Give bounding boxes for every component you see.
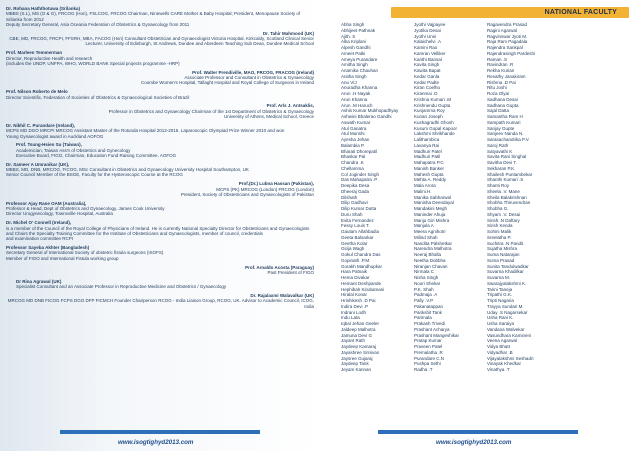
national-faculty-member: Radha .T xyxy=(414,367,433,372)
national-faculty-member: Krishnendu Gupta xyxy=(414,102,451,108)
faculty-entry xyxy=(6,279,314,290)
national-faculty-member: Tarini Taneja xyxy=(487,286,513,292)
national-faculty-member: Gopinath .P.M xyxy=(341,257,370,263)
national-faculty-member: Jaysree Gujaraj xyxy=(341,355,373,361)
faculty-detail: President, Society of Obstetricians and Gynaecologists of Pakistan xyxy=(180,191,314,197)
national-faculty-member: Sadhana Gupta xyxy=(487,102,519,108)
faculty-entry xyxy=(6,89,314,100)
national-faculty-member: Anuradha Khanna xyxy=(341,85,378,91)
national-faculty-member: Narendra Malhotra xyxy=(414,246,452,252)
national-faculty-member: Indira Devi .P xyxy=(341,303,369,309)
national-faculty-member: Suchitra .N Pandit xyxy=(487,240,524,246)
national-faculty-member: Duru Shah xyxy=(341,211,363,217)
national-faculty-member: Suvarna M. xyxy=(487,275,511,280)
national-faculty-member: Samantha Ram H xyxy=(487,114,523,119)
faculty-entry xyxy=(6,201,314,217)
national-faculty-member: Das Mahapatra .P xyxy=(341,177,378,183)
faculty-entry xyxy=(6,31,314,47)
national-faculty-member: Kalaichelvi .A xyxy=(414,39,442,45)
faculty-detail: Secretary General of International Society of obstetric fistula surgeons (ISOFS) xyxy=(6,250,164,256)
national-faculty-member: Sujatha Mishra xyxy=(487,246,518,252)
faculty-entry xyxy=(6,220,314,241)
faculty-entry xyxy=(6,162,314,178)
national-faculty-member: Uday .S Nagarsekar xyxy=(487,309,528,315)
national-faculty-column xyxy=(414,22,487,373)
national-faculty-member: Ragavendra Prasad xyxy=(487,22,528,27)
national-faculty-member: Pally .V.P xyxy=(414,298,434,303)
faculty-detail: is a member of the Council of the Royal College of Physicians of Ireland. He is currently National Specialty Director for Obstetricians and Gynaecologists and Chairs the Specialty Training Committee for the Institute of Obstetricians and Gynaecologists, member of council, credentials xyxy=(6,225,310,236)
faculty-detail: and examination committee RCPI xyxy=(6,236,74,242)
national-faculty-member: Praveen Patel xyxy=(414,344,443,349)
national-faculty-member: Gautam Allahbadia xyxy=(341,229,380,234)
national-faculty-member: Raman .S xyxy=(487,56,508,62)
national-faculty-member: Amitha Singh xyxy=(341,62,368,68)
national-faculty-member: Kawita Bapat xyxy=(414,68,441,73)
national-faculty-member: Ameet Patki xyxy=(341,50,366,56)
faculty-detail: MCPS MD DGO MRCPI MRCOG Assistant Master of the Rotunda Hospital 2012-2015. Laparoscopic Olympiad Prize Winner 2010 and won xyxy=(6,128,285,134)
footer-bar-right xyxy=(378,430,578,434)
national-faculty-member: Anitha Singh xyxy=(341,73,367,79)
national-faculty-member: Lakshmi Shrikhande xyxy=(414,131,455,137)
faculty-entry xyxy=(6,103,314,119)
faculty-detail: Senior Council Member of the BSGE, Faculty for the Hysteroscopic Course at the RCOG xyxy=(6,172,183,178)
national-faculty-member: Suvarna Khadilkar xyxy=(487,269,524,275)
national-faculty-member: Dilshath xyxy=(341,194,358,200)
national-faculty-member: Sohini Malik xyxy=(487,229,512,234)
national-faculty-member: Shobha G. xyxy=(487,206,509,211)
national-faculty-member: Ritu Joshi xyxy=(487,85,507,91)
faculty-detail: MRCOG MD DNB FICOG FCPS DGO DFP FICMCH Founder Chairperson RCOG - India Liaison Group, RCOG, UK. Advisor to Academic Council, ICOG, India xyxy=(7,298,314,309)
national-faculty-member: Prashant Mangeshikar xyxy=(414,332,460,338)
national-faculty-member: Prashant Acharya xyxy=(414,326,450,332)
national-faculty-member: Sampath Kumari xyxy=(487,119,521,125)
national-faculty-member: Kunjamma Roy xyxy=(414,108,445,114)
faculty-detail: Executive Board, FIGO, Chairman, Education Fund Raising Committee, AOFOG xyxy=(16,152,177,158)
faculty-detail: Young Gynaecologist award in Auckland AOFOG xyxy=(6,133,104,139)
national-faculty-member: Noori Shekar xyxy=(414,280,441,286)
national-faculty-member: Chandra .K xyxy=(341,160,364,165)
national-faculty-member: Malini.H. xyxy=(414,188,432,194)
national-faculty-member: Bhaskar Pal xyxy=(341,154,366,160)
national-faculty-member: Jyothi Vajpayee xyxy=(414,22,446,27)
national-faculty-member: Mahesh Gupta xyxy=(414,171,444,177)
national-faculty-member: Anu VIJ xyxy=(341,79,357,85)
faculty-name: Dr. Tahir Mahmood (UK) xyxy=(262,30,314,36)
faculty-entry xyxy=(6,50,314,66)
national-faculty-member: Ameya Purandare xyxy=(341,56,378,62)
national-faculty-member: Abha Singh xyxy=(341,22,365,27)
national-faculty-member: Jaydeep Tank xyxy=(341,361,369,367)
national-faculty-member: Alka Kriplani xyxy=(341,39,367,45)
national-faculty-member: Sajal Datta xyxy=(487,108,510,114)
national-faculty-member: Roza Olyai xyxy=(487,91,510,96)
faculty-name: Dr. Nikhil C. Purandare (Ireland), xyxy=(6,122,76,128)
national-faculty-member: Vijayalakshmi Seshadri xyxy=(487,355,534,361)
national-faculty-member: Arun .H Nayak xyxy=(341,91,371,96)
national-faculty-member: Sadhana Desai xyxy=(487,96,518,102)
national-faculty-member: Jamuna Devi G xyxy=(341,332,373,338)
national-faculty-member: Parikshit Tank xyxy=(414,309,442,315)
national-faculty-member: Dheeraj Gada xyxy=(341,188,370,194)
national-faculty-member: Anamika Chauhan xyxy=(341,68,379,73)
national-faculty-member: Indrani Lodh xyxy=(341,309,367,315)
national-faculty-member: Atul Ganatra xyxy=(341,125,367,131)
national-faculty-member: Madhuri Patil xyxy=(414,154,441,160)
national-faculty-member: Aswath Kumar xyxy=(341,119,371,125)
national-faculty-member: Manju Giri Mishra xyxy=(414,217,450,223)
faculty-entry xyxy=(6,181,314,197)
faculty-detail: Director Urogynecology, Townsville Hospital, Australia xyxy=(6,211,113,217)
faculty-name: Professor Ajay Rane OAM (Australia), xyxy=(6,200,87,206)
national-faculty-member: Rajendra Sankpal xyxy=(487,45,523,50)
national-faculty-member: Hemant Deshpande xyxy=(341,280,382,286)
national-faculty-member: Chellamma xyxy=(341,165,364,171)
faculty-name: Prof. Marleen Temmerman xyxy=(6,50,63,56)
national-faculty-member: Ragini Agarwal xyxy=(487,27,518,33)
faculty-detail: Lecturer, University of Edinburgh, St Andrews, Dundee and Aberdeen Teaching Sub Dean, Dundee Medical School xyxy=(85,41,314,47)
national-faculty-member: Hephibah Kirubamani xyxy=(341,286,385,292)
national-faculty-member: Atul Munshi xyxy=(341,131,365,137)
national-faculty-member: Lalithambica xyxy=(414,137,440,142)
faculty-name: Dr. Rajalaxmi Walavalkar (UK) xyxy=(250,292,314,298)
national-faculty-member: Shanthi Kumari .S xyxy=(487,177,524,183)
national-faculty-member: Savitha Devi T. xyxy=(487,160,517,165)
faculty-detail: Professor & Head, Dept of Obstetrics and Gynaecology, James Cook University xyxy=(6,206,165,212)
faculty-entry xyxy=(6,245,314,261)
national-faculty-member: Sanjay Gupte xyxy=(487,125,515,131)
national-faculty-member: Mehta A. Reddy xyxy=(414,177,447,183)
faculty-entry xyxy=(6,142,314,158)
national-faculty-member: Bharati Dhorepatil xyxy=(341,148,378,154)
national-faculty-member: Parimala xyxy=(414,315,432,321)
national-faculty-member: Indu Lata xyxy=(341,315,360,321)
faculty-entry xyxy=(6,123,314,139)
faculty-entry xyxy=(6,293,314,309)
national-faculty-member: Nisha Singh xyxy=(414,275,439,280)
national-faculty-member: Shanti Roy xyxy=(487,183,510,188)
faculty-entry xyxy=(6,70,314,86)
footer-url-left[interactable]: www.isogtighyd2013.com xyxy=(118,439,194,446)
faculty-detail: Associate Professor and Consultant in Obstetrics & Gynaecology xyxy=(184,75,314,81)
national-faculty-member: Veena Agarwal xyxy=(487,338,518,344)
national-faculty-member: Mala Arora xyxy=(414,183,436,188)
faculty-detail: Professor in Obstetrics and Gynaecology Chairman of the 1st Department of Obstetrics & Gynaecology xyxy=(108,108,314,114)
national-faculty-member: Sanjeev Nanda N. xyxy=(487,131,524,137)
national-faculty-member: Rishma .D Pai xyxy=(487,79,516,85)
national-faculty-member: Geeta Balsarkar xyxy=(341,234,374,240)
national-faculty-member: Pakanatappan xyxy=(414,303,444,309)
national-faculty-member: Vinathya .T xyxy=(487,367,510,372)
national-faculty-member: Geetha Kolar xyxy=(341,240,368,246)
faculty-detail: MBBS, MD, DNB, MRCOG, FICOG, MSc Consultant in Obstetrics and Gynaecology University Hospital Southampton, UK xyxy=(6,167,249,173)
faculty-detail: Member of FIGO and International Fistula working group xyxy=(6,255,119,261)
national-faculty-member: Sunita Tandulwadkar xyxy=(487,263,529,269)
national-faculty-member: Maninder Ahuja xyxy=(414,211,446,217)
faculty-entry xyxy=(6,265,314,276)
national-faculty-member: Satyavathi K xyxy=(487,148,513,154)
faculty-detail: Director, Reproductive Health and research xyxy=(6,55,93,61)
national-faculty-member: Suma Prasad xyxy=(487,257,515,263)
national-faculty-member: Milind Shah xyxy=(414,234,438,240)
national-faculty-member: Jaydeep Kamaraj xyxy=(341,344,377,349)
national-faculty-member: Iqbal Jehan Geeler xyxy=(341,321,380,326)
national-faculty-member: Nandita Palshetkar xyxy=(414,240,453,246)
national-faculty-member: Hrishikesh .D Pai xyxy=(341,298,376,303)
national-faculty-member: Ayesha Jehan xyxy=(341,137,370,142)
faculty-detail: Past President of FIGO xyxy=(267,269,314,275)
national-faculty-member: Meera Agnihotri xyxy=(414,229,446,234)
national-faculty-member: Deepika Desa xyxy=(341,183,370,188)
national-faculty-title: NATIONAL FACULTY xyxy=(544,8,617,16)
national-faculty-member: Jyothi Unni xyxy=(414,33,437,39)
national-faculty-member: Balambia P. xyxy=(341,142,365,148)
national-faculty-member: Alpesh Gandhi xyxy=(341,45,371,50)
national-faculty-member: Suma Natarajan xyxy=(487,252,520,257)
faculty-name: Dr. Sameer A Umranikar (UK), xyxy=(6,161,70,167)
national-faculty-member: Hiralal Konar xyxy=(341,292,368,298)
national-faculty-member: Kusum Gopal Kapoor xyxy=(414,125,458,131)
national-faculty-member: Abhijeet Pathnak xyxy=(341,27,376,33)
faculty-detail: (includes the UNDP, UNFPA, WHO, WORLD BANK Special projects programme -HRP) xyxy=(6,60,180,66)
faculty-name: Prof.(Dr.) Lubna Hassan (Pakistan), xyxy=(238,181,314,187)
footer-url-right[interactable]: www.isogtighyd2013.com xyxy=(436,439,512,446)
national-faculty-columns xyxy=(341,22,633,373)
national-faculty-member: Sirish .N Daftary xyxy=(487,217,520,223)
faculty-detail: Academician, Taiwan Ass'n of Obstetrics and Gynecology xyxy=(16,147,131,153)
national-faculty-member: Sheila Balakrishnan xyxy=(487,194,527,200)
national-faculty-member: Shobha Thiruvendran xyxy=(487,200,531,206)
national-faculty-member: Kedar Ganla xyxy=(414,73,440,79)
national-faculty-column xyxy=(341,22,414,373)
national-faculty-member: Sreelatha P. xyxy=(487,234,512,240)
national-faculty-member: Raja Ram Pagadala xyxy=(487,39,528,45)
national-faculty-member: Kedar Padte xyxy=(414,79,440,85)
faculty-name: Prof. Arnaldo Acosta (Paraguay) xyxy=(245,264,314,270)
national-faculty-member: Krishna Kumari .M xyxy=(414,96,452,102)
national-faculty-member: Kunan Joseph xyxy=(414,114,443,119)
national-faculty-member: Col Joginder Singh xyxy=(341,171,380,177)
national-faculty-member: Vandana Walvekar xyxy=(487,326,525,332)
faculty-name: Prof. Nilson Roberto de Melo xyxy=(6,89,68,95)
footer-bar-left xyxy=(60,430,260,434)
national-faculty-member: Neetha Dobbha xyxy=(414,257,446,263)
national-faculty-member: Kamini Rao xyxy=(414,45,438,50)
national-faculty-member: Evita Fernandez xyxy=(341,217,374,223)
national-faculty-member: Gorakh Mandhupkar xyxy=(341,263,383,269)
national-faculty-member: Swarajyalakshmi K. xyxy=(487,280,527,286)
national-faculty-member: Jayashree Srinivas xyxy=(341,349,380,355)
faculty-detail: Specialist Consultant and an Associate Professor in Reproductive Medicine and Obstetrics / Gynaecology xyxy=(16,284,227,290)
national-faculty-member: Usha Rani K. xyxy=(487,315,514,321)
faculty-detail: Deputy Secretary General, Asia Oceania Federation of Obstetrics & Gynaecology from 2011 xyxy=(6,21,190,27)
national-faculty-member: Jaldeep Malhotra xyxy=(341,326,376,332)
national-faculty-member: Sarasachandrika P.V. xyxy=(487,137,530,142)
faculty-name: Dr Rina Agrawal (UK) xyxy=(16,278,62,284)
national-faculty-member: Kamran Velliker xyxy=(414,50,446,56)
national-faculty-header xyxy=(391,7,629,18)
national-faculty-member: Fessy Louis T. xyxy=(341,223,370,229)
national-faculty-member: Shyam .V. Desai xyxy=(487,211,521,217)
national-faculty-member: Pratap Kumar xyxy=(414,338,442,344)
national-faculty-member: Manjula A xyxy=(414,223,434,229)
national-faculty-member: Kavita Singh xyxy=(414,62,440,68)
faculty-name: Prof. Walter Prendiville, MAO, FRCOG, FRACOG (Ireland) xyxy=(192,69,314,75)
national-faculty-member: Purandare C.N xyxy=(414,355,445,361)
national-faculty-member: Girija Wagh xyxy=(341,246,365,252)
national-faculty-member: Arun Khanna xyxy=(341,96,368,102)
national-faculty-member: Jyotika Desai xyxy=(414,27,441,33)
national-faculty-member: Ashis Kumar Mukhopadhyay xyxy=(341,108,399,114)
national-faculty-member: Lavanya Rai xyxy=(414,142,440,148)
national-faculty-member: Rajendrasingh Pardeshi xyxy=(487,50,536,56)
national-faculty-member: Ajith. S xyxy=(341,33,356,39)
national-faculty-member: Tripti Nagaria xyxy=(487,298,514,303)
faculty-detail: Director Scientific, Federation of Societies of Obstetrics & Gynaecological Societies of Brazil xyxy=(6,94,190,100)
faculty-name: Professor Sayeba Akhter (Bangladesh) xyxy=(6,245,90,251)
faculty-detail: CBE, MD, FRCOG, FRCPI, FFSRH, MBA, FACOG (Hon) Consultant Obstetrician and Gynaecologist Victoria Hospital, Kirkcaldy, Scotland Clinical Senior xyxy=(9,36,314,42)
national-faculty-member: Hema Divakar xyxy=(341,275,370,280)
national-faculty-member: Kushagradhi Ghosh xyxy=(414,119,454,125)
national-faculty-member: Shailesh Puntambekar xyxy=(487,171,533,177)
faculty-detail: Coombe Women's Hospital, Tallaght Hospital and Royal College of Surgeons in Ireland xyxy=(140,80,314,86)
national-faculty-member: Revathy Janakiram xyxy=(487,73,526,79)
national-faculty-member: Kiran Coelho xyxy=(414,85,441,91)
national-faculty-member: Pushpa Sethi xyxy=(414,361,441,367)
national-faculty-member: Padmaja .A xyxy=(414,292,438,298)
national-faculty-member: Prakash Trivedi xyxy=(414,321,446,326)
national-faculty-member: Mandakini Megh xyxy=(414,206,448,211)
national-faculty-member: Jayant Rath xyxy=(341,338,366,344)
faculty-detail: MBBS (S.L), MS (O & G), FRCOG (Hon), FSLCOG, FRCOG Chairman, Ninewells CARE Mother & Baby Hospital; President, Menopause Society of Srilanka from 2012 xyxy=(6,11,301,22)
national-faculty-member: Mahapatra P.C xyxy=(414,160,444,165)
national-faculty-member: Vasundhara Kamineni xyxy=(487,332,531,338)
national-faculty-column xyxy=(487,22,560,373)
national-faculty-member: Vidya Bhatt xyxy=(487,344,510,349)
national-faculty-member: Dilip Gadhavi xyxy=(341,200,368,206)
national-faculty-member: Dilip Kumar Dutta xyxy=(341,206,377,211)
national-faculty-member: Premalatha .R xyxy=(414,349,443,355)
faculty-name: Dr. Michel O' Connell (Ireland), xyxy=(6,220,72,226)
national-faculty-member: Tripathi G.K. xyxy=(487,292,513,298)
national-faculty-member: Ravindran .R xyxy=(487,62,514,68)
national-faculty-member: Madhuri Patel xyxy=(414,148,442,154)
national-faculty-member: Niranjan Chavan xyxy=(414,263,448,269)
national-faculty-member: Manish Banker xyxy=(414,165,445,171)
faculty-name: Prof. Tsung-Hsien Su (Taiwan), xyxy=(16,142,82,148)
national-faculty-member: Trayya Sundari M. xyxy=(487,303,524,309)
national-faculty-member: Sheela .V. Mane xyxy=(487,188,520,194)
national-faculty-member: P.K. Shah xyxy=(414,286,434,292)
faculty-name: Dr. Rohana Haththotuwa (Srilanka) xyxy=(6,6,81,11)
national-faculty-member: Arun .M Haruch xyxy=(341,102,373,108)
national-faculty-member: Ashwini Bhalerao Gandhi xyxy=(341,114,392,119)
national-faculty-member: Sirish Kenda xyxy=(487,223,513,229)
national-faculty-member: Saroj Rath xyxy=(487,142,509,148)
national-faculty-member: Savita Rani Singhal xyxy=(487,154,527,160)
national-faculty-member: Vidyadhar .B xyxy=(487,349,513,355)
national-faculty-member: Sekharan P.K. xyxy=(487,165,516,171)
national-faculty-member: Rekha Kurian xyxy=(487,68,515,73)
national-faculty-member: Nirmala C xyxy=(414,269,435,275)
faculty-entry xyxy=(6,6,314,27)
national-faculty-member: Kiranmai .D xyxy=(414,91,438,96)
international-faculty-list xyxy=(6,6,314,312)
national-faculty-member: Kanthi Bansal xyxy=(414,56,442,62)
national-faculty-member: Manika Sabharwal xyxy=(414,194,452,200)
national-faculty-member: Jeyam Kannan xyxy=(341,367,372,372)
national-faculty-member: Gokul Chandra Das xyxy=(341,252,381,257)
faculty-detail: MCPS (PK) MRCOG (London) FRCOG (London) xyxy=(216,186,314,192)
faculty-name: Prof. Arls J. Antsaklis, xyxy=(266,103,314,109)
national-faculty-member: Neeraj Bhalla xyxy=(414,252,442,257)
national-faculty-member: Hara Patnaik xyxy=(341,269,368,275)
national-faculty-member: Vinayak Khedkar xyxy=(487,361,521,367)
faculty-detail: University of Athens, Medical School, Greece xyxy=(223,114,314,120)
national-faculty-member: Manisha Deendayal xyxy=(414,200,454,206)
national-faculty-member: Usha Saraiya xyxy=(487,321,515,326)
national-faculty-member: Ragvinswar Jyoti M. xyxy=(487,33,528,39)
